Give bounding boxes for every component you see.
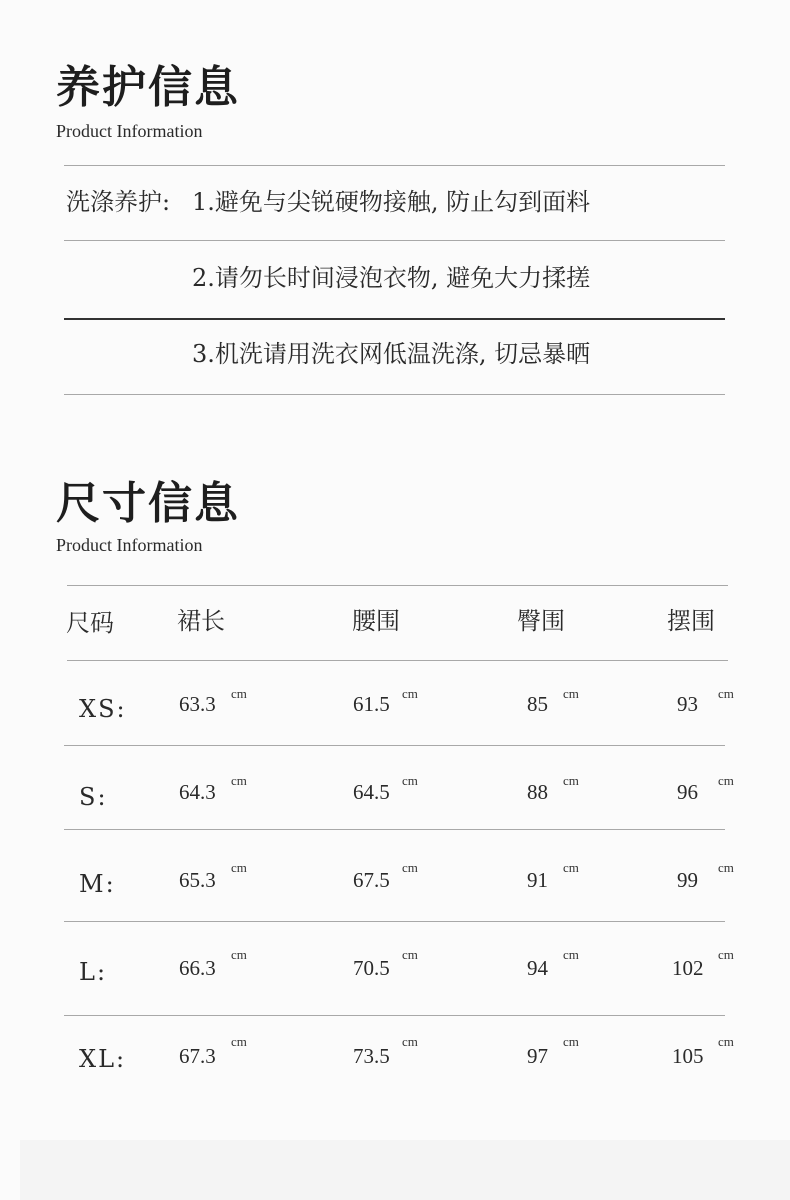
unit-label: cm <box>718 773 734 788</box>
unit-label: cm <box>231 947 247 962</box>
care-item-2: 2.请勿长时间浸泡衣物, 避免大力揉搓 <box>192 264 591 292</box>
divider <box>64 318 725 320</box>
care-subtitle: Product Information <box>56 121 203 141</box>
waist-value: 64.5 <box>353 780 390 804</box>
hem-value: 93 <box>677 692 698 716</box>
header-skirt-length: 裙长 <box>177 607 225 635</box>
unit-label: cm <box>563 947 579 962</box>
unit-label: cm <box>402 773 418 788</box>
unit-label: cm <box>231 1034 247 1049</box>
unit-label: cm <box>563 773 579 788</box>
hem-value: 96 <box>677 780 698 804</box>
waist-value: 70.5 <box>353 956 390 980</box>
care-title: 养护信息 <box>56 62 240 113</box>
unit-label: cm <box>231 686 247 701</box>
skirt-length-value: 67.3 <box>179 1044 216 1068</box>
skirt-length-value: 63.3 <box>179 692 216 716</box>
unit-label: cm <box>563 686 579 701</box>
skirt-length-value: 64.3 <box>179 780 216 804</box>
hip-value: 94 <box>527 956 548 980</box>
size-label: S: <box>79 783 108 811</box>
waist-value: 67.5 <box>353 868 390 892</box>
divider <box>67 660 728 661</box>
divider <box>64 921 725 922</box>
divider <box>64 165 725 166</box>
hip-value: 88 <box>527 780 548 804</box>
divider <box>64 1015 725 1016</box>
size-label: L: <box>79 958 108 986</box>
divider <box>64 829 725 830</box>
header-size: 尺码 <box>66 609 114 637</box>
unit-label: cm <box>718 686 734 701</box>
hip-value: 91 <box>527 868 548 892</box>
unit-label: cm <box>718 947 734 962</box>
unit-label: cm <box>402 860 418 875</box>
hem-value: 99 <box>677 868 698 892</box>
header-hem: 摆围 <box>667 607 715 635</box>
unit-label: cm <box>402 1034 418 1049</box>
unit-label: cm <box>402 947 418 962</box>
bottom-background-band <box>20 1140 790 1200</box>
care-item-1: 1.避免与尖锐硬物接触, 防止勾到面料 <box>192 188 591 216</box>
hip-value: 85 <box>527 692 548 716</box>
size-label: XL: <box>79 1045 127 1073</box>
divider <box>64 745 725 746</box>
divider <box>64 240 725 241</box>
hip-value: 97 <box>527 1044 548 1068</box>
care-item-3: 3.机洗请用洗衣网低温洗涤, 切忌暴晒 <box>192 340 591 368</box>
header-hip: 臀围 <box>517 607 565 635</box>
size-label: XS: <box>79 695 127 723</box>
divider <box>64 394 725 395</box>
divider <box>67 585 728 586</box>
unit-label: cm <box>718 1034 734 1049</box>
hem-value: 105 <box>672 1044 704 1068</box>
size-subtitle: Product Information <box>56 535 203 555</box>
waist-value: 73.5 <box>353 1044 390 1068</box>
size-label: M: <box>79 870 116 898</box>
size-title: 尺寸信息 <box>56 478 240 529</box>
unit-label: cm <box>231 773 247 788</box>
unit-label: cm <box>563 860 579 875</box>
care-label: 洗涤养护: <box>66 188 171 216</box>
hem-value: 102 <box>672 956 704 980</box>
unit-label: cm <box>402 686 418 701</box>
unit-label: cm <box>231 860 247 875</box>
header-waist: 腰围 <box>352 607 400 635</box>
skirt-length-value: 66.3 <box>179 956 216 980</box>
waist-value: 61.5 <box>353 692 390 716</box>
unit-label: cm <box>718 860 734 875</box>
skirt-length-value: 65.3 <box>179 868 216 892</box>
unit-label: cm <box>563 1034 579 1049</box>
